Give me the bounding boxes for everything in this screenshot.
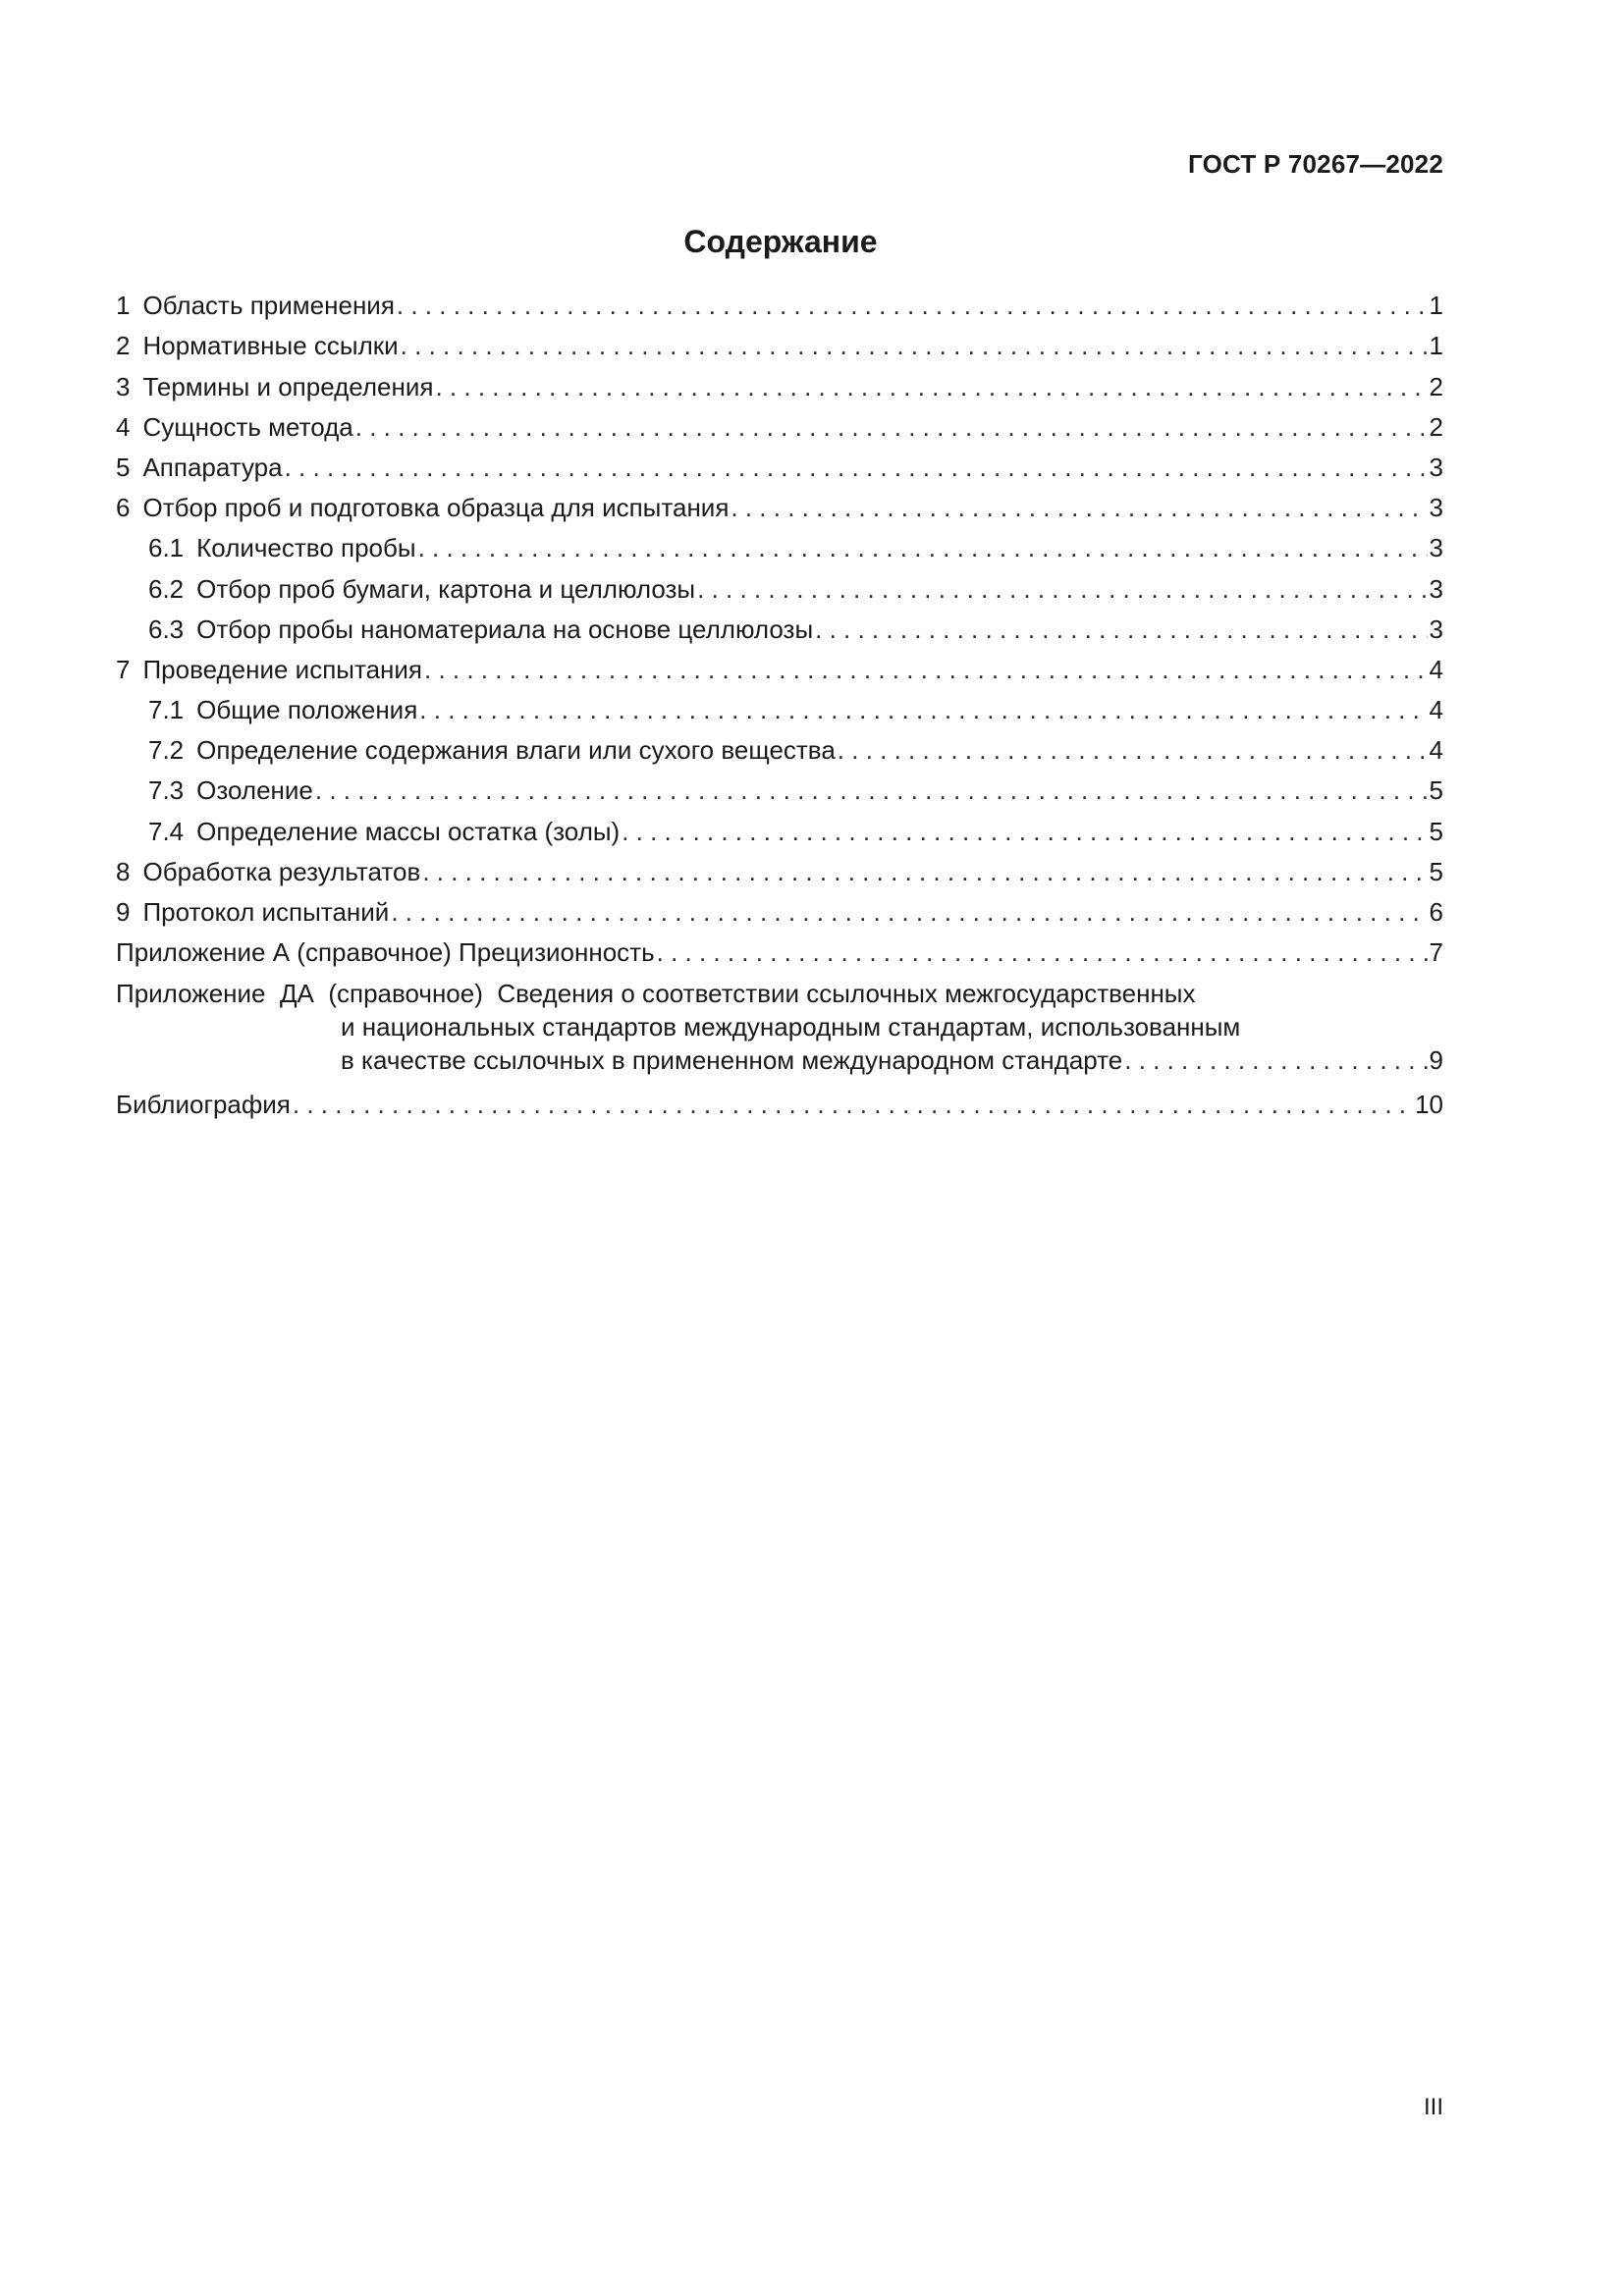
dot-leader: [838, 730, 1428, 771]
toc-entry-number: 7.2: [148, 735, 185, 766]
toc-entry-page: 3: [1429, 573, 1443, 604]
page-number: III: [1423, 2094, 1443, 2120]
toc-entry[interactable]: [116, 407, 1443, 448]
toc-entry-page: 7: [1429, 937, 1443, 968]
document-code: ГОСТ Р 70267—2022: [1188, 149, 1443, 179]
toc-entry-label: Библиография: [116, 1090, 291, 1120]
annex-da-first-line: [116, 977, 1443, 1010]
toc-entry[interactable]: [116, 448, 1443, 488]
toc-entry-label: Общие положения: [196, 695, 418, 725]
toc-entry[interactable]: [116, 286, 1443, 326]
toc-entry-page: 1: [1429, 291, 1443, 321]
toc-entry[interactable]: [116, 488, 1443, 528]
toc-entry-page: 4: [1429, 654, 1443, 684]
dot-leader: [424, 650, 1428, 690]
dot-leader: [435, 367, 1427, 407]
toc-entry[interactable]: [116, 730, 1443, 771]
toc-entry-number: 7: [116, 654, 131, 684]
toc-entry-number: 7.4: [148, 816, 185, 846]
toc-entry-page: 1: [1429, 331, 1443, 361]
dot-leader: [355, 407, 1428, 448]
toc-entry-number: 1: [116, 291, 131, 321]
toc-entry-annex-da[interactable]: [116, 977, 1443, 1077]
toc-entry[interactable]: [116, 366, 1443, 406]
dot-leader: [815, 610, 1427, 650]
toc-entry-label: Аппаратура: [142, 452, 283, 482]
dot-leader: [285, 448, 1428, 488]
dot-leader: [422, 852, 1427, 892]
dot-leader: [391, 892, 1427, 933]
toc-entry-page: 3: [1429, 493, 1443, 523]
toc-entry-label: Отбор проб бумаги, картона и целлюлозы: [196, 573, 696, 604]
dot-leader: [293, 1085, 1413, 1125]
toc-entry-page: 5: [1429, 816, 1443, 846]
toc-entry-number: 2: [116, 331, 131, 361]
toc-entry-number: 6.1: [148, 533, 185, 563]
toc-entry[interactable]: [116, 528, 1443, 568]
toc-entries: [116, 286, 1443, 933]
toc-entry-label: Проведение испытания: [142, 654, 423, 684]
toc-entry-number: 6.2: [148, 573, 185, 604]
toc-entry-number: 3: [116, 371, 131, 401]
toc-entry-label: Сущность метода: [142, 411, 353, 442]
toc-entry-label: Отбор проб и подготовка образца для испытания: [142, 493, 730, 523]
toc-entry-number: 5: [116, 452, 131, 482]
dot-leader: [418, 528, 1428, 568]
toc-entry[interactable]: [116, 892, 1443, 933]
dot-leader: [697, 569, 1427, 610]
toc-entry-page: 5: [1429, 775, 1443, 806]
toc-entry-label: Озоление: [196, 775, 313, 806]
toc-entry[interactable]: [116, 811, 1443, 851]
toc-entry[interactable]: [116, 610, 1443, 650]
toc-entry-label: Область применения: [142, 291, 395, 321]
annex-da-line2: и национальных стандартов международным стандартам, использованным: [341, 1012, 1241, 1042]
annex-da-line3: в качестве ссылочных в примененном международном стандарте: [341, 1045, 1123, 1076]
toc-entry-number: 6.3: [148, 614, 185, 644]
dot-leader: [401, 326, 1428, 366]
toc-entry-page: 4: [1429, 735, 1443, 766]
table-of-contents: [116, 286, 1443, 1125]
dot-leader: [1124, 1043, 1427, 1077]
annex-da-last-line: [116, 1043, 1443, 1077]
toc-entry-page: 10: [1415, 1090, 1443, 1120]
dot-leader: [419, 690, 1427, 730]
toc-entry-page: 2: [1429, 371, 1443, 401]
toc-entry-bibliography[interactable]: [116, 1085, 1443, 1125]
toc-entry-label: Нормативные ссылки: [142, 331, 399, 361]
toc-entry-label: Протокол испытаний: [142, 897, 390, 927]
toc-entry-page: 3: [1429, 614, 1443, 644]
toc-entry[interactable]: [116, 326, 1443, 366]
toc-entry[interactable]: [116, 852, 1443, 892]
toc-entry-page: 6: [1429, 897, 1443, 927]
toc-entry-annex-a[interactable]: [116, 933, 1443, 973]
toc-entry-page: 2: [1429, 411, 1443, 442]
toc-entry-label: Определение содержания влаги или сухого вещества: [196, 735, 836, 766]
annex-da-prefix: Приложение ДА (справочное): [116, 979, 498, 1009]
toc-entry-page: 3: [1429, 533, 1443, 563]
annex-da-line1: Сведения о соответствии ссылочных межгосударственных: [497, 979, 1196, 1009]
toc-entry-label: Приложение А (справочное) Прецизионность: [116, 937, 655, 968]
toc-entry-number: 8: [116, 856, 131, 886]
dot-leader: [397, 286, 1428, 326]
toc-entry[interactable]: [116, 690, 1443, 730]
toc-entry-number: 4: [116, 411, 131, 442]
toc-entry-number: 7.3: [148, 775, 185, 806]
toc-entry-page: 4: [1429, 695, 1443, 725]
dot-leader: [657, 933, 1428, 973]
dot-leader: [731, 488, 1427, 528]
toc-entry-page: 5: [1429, 856, 1443, 886]
toc-entry-page: 9: [1429, 1045, 1443, 1076]
toc-entry-label: Обработка результатов: [142, 856, 421, 886]
toc-title: Содержание: [683, 224, 878, 259]
toc-entry-number: 7.1: [148, 695, 185, 725]
toc-entry[interactable]: [116, 650, 1443, 690]
toc-entry-label: Отбор пробы наноматериала на основе целлюлозы: [196, 614, 814, 644]
toc-entry-label: Термины и определения: [142, 371, 434, 401]
dot-leader: [622, 812, 1427, 852]
toc-entry-label: Количество пробы: [196, 533, 416, 563]
toc-entry-number: 9: [116, 897, 131, 927]
toc-entry[interactable]: [116, 568, 1443, 609]
toc-entry-label: Определение массы остатка (золы): [196, 816, 621, 846]
toc-entry[interactable]: [116, 771, 1443, 811]
toc-entry-number: 6: [116, 493, 131, 523]
dot-leader: [315, 771, 1428, 811]
toc-entry-page: 3: [1429, 452, 1443, 482]
